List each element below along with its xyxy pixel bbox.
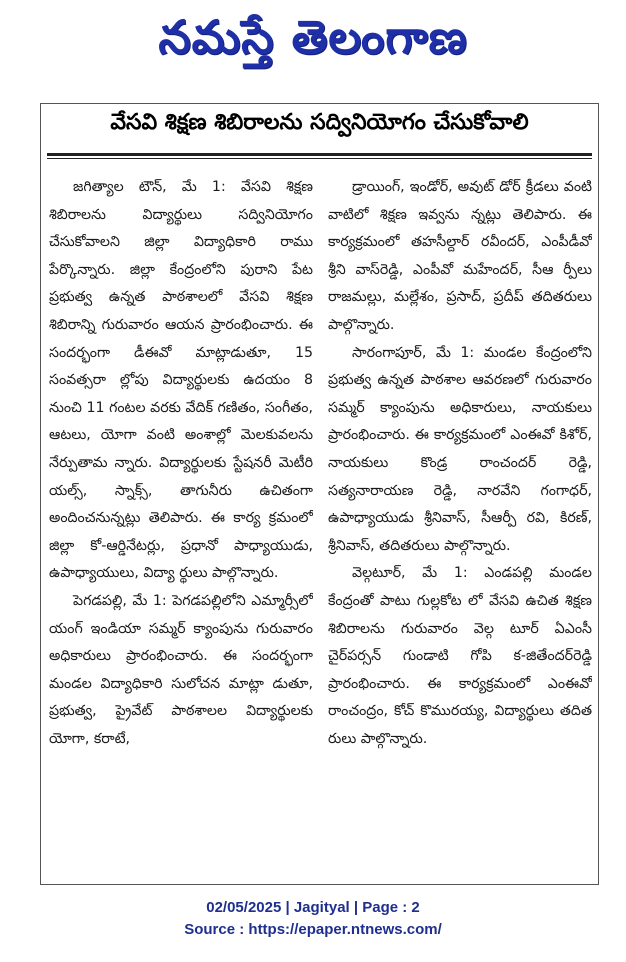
footer-source-link[interactable]: Source : https://epaper.ntnews.com/ — [184, 921, 442, 938]
paragraph: వెల్గటూర్, మే 1: ఎండపల్లి మండల కేంద్రంతో పాటు గుల్లకోట లో వేసవి ఉచిత శిక్షణ శిబిరాలను గురువారం వెల్గ టూర్ ఏఎంసీ చైర్‌పర్సన్ గుండాటి గోపి క-జితేందర్‌రెడ్డి ప్రారంభించారు. ఈ కార్యక్రమంలో ఎంఈవో రాంచంద్రం, కోచ్ కొమురయ్య, విద్యార్థులు తదిత రులు పాల్గొన్నారు. — [328, 565, 592, 747]
paragraph: పెగడపల్లి, మే 1: పెగడపల్లిలోని ఎమ్మార్సీలో యంగ్ ఇండియా సమ్మర్ క్యాంపును గురువారం అధికారులు ప్రారంభించారు. ఈ సందర్భంగా మండల విద్యాధికారి సులోచన మాట్లా డుతూ, ప్రభుత్వ, ప్రైవేట్ పాఠశాలల విద్యార్థులకు యోగా, కరాటే, — [49, 592, 313, 747]
article-column-left — [49, 174, 313, 874]
paragraph: జగిత్యాల టౌన్, మే 1: వేసవి శిక్షణ శిబిరాలను విద్యార్థులు సద్వినియోగం చేసుకోవాలని జిల్లా విద్యాధికారి రాము పేర్కొన్నారు. జిల్లా కేంద్రంలోని పురాని పేట ప్రభుత్వ ఉన్నత పాఠశాలలో వేసవి శిక్షణ శిబిరాన్ని గురువారం ఆయన ప్రారంభించారు. ఈ సందర్భంగా డీఈవో మాట్లాడుతూ, 15 సంవత్సరా ల్లోపు విద్యార్థులకు ఉదయం 8 నుంచి 11 గంటల వరకు వేదిక్ గణితం, సంగీతం, ఆటలు, యోగా వంటి అంశాల్లో మెలకువలను నేర్పుతామ న్నారు. విద్యార్థులకు స్టేషనరీ మెటీరి యల్స్, స్నాక్స్, తాగునీరు ఉచితంగా అందించనున్నట్లు తెలిపారు. ఈ కార్య క్రమంలో జిల్లా కో-ఆర్డినేటర్లు, ప్రధానో పాధ్యాయుడు, ఉపాధ్యాయులు, విద్యా ర్థులు పాల్గొన్నారు. — [49, 179, 313, 582]
paragraph: సారంగాపూర్, మే 1: మండల కేంద్రంలోని ప్రభుత్వ ఉన్నత పాఠశాల ఆవరణలో గురువారం సమ్మర్ క్యాంపును అధికారులు, నాయకులు ప్రారంభించారు. ఈ కార్యక్రమంలో ఎంఈవో కిశోర్, నాయకులు కొండ్ర రాంచందర్ రెడ్డి, సత్యనారాయణ రెడ్డి, నారవేని గంగాధర్, ఉపాధ్యాయుడు శ్రీనివాస్, సీఆర్పీ రవి, కిరణ్, శ్రీనివాస్, తదితరులు పాల్గొన్నారు. — [328, 344, 592, 554]
paragraph: డ్రాయింగ్, ఇండోర్, అవుట్ డోర్ క్రీడలు వంటి వాటిలో శిక్షణ ఇవ్వను న్నట్లు తెలిపారు. ఈ కార్యక్రమంలో తహసీల్దార్ రవీందర్, ఎంపీడీవో శ్రీని వాస్‌రెడ్డి, ఎంపీవో మహేందర్, సీఆ ర్పీలు రాజమల్లు, మల్లేశం, ప్రసాద్, ప్రదీప్ తదితరులు పాల్గొన్నారు. — [328, 179, 592, 333]
article-headline: వేసవి శిక్షణ శిబిరాలను సద్వినియోగం చేసుకోవాలి — [110, 110, 529, 135]
newspaper-masthead — [0, 0, 626, 86]
headline-divider — [47, 153, 592, 156]
headline-divider-thin — [47, 158, 592, 159]
article-column-right — [328, 174, 592, 874]
article-clipping — [40, 103, 599, 885]
masthead-title: నమస్తే తెలంగాణ — [158, 10, 468, 64]
footer-date-edition: 02/05/2025 | Jagityal | Page : 2 — [206, 899, 420, 916]
